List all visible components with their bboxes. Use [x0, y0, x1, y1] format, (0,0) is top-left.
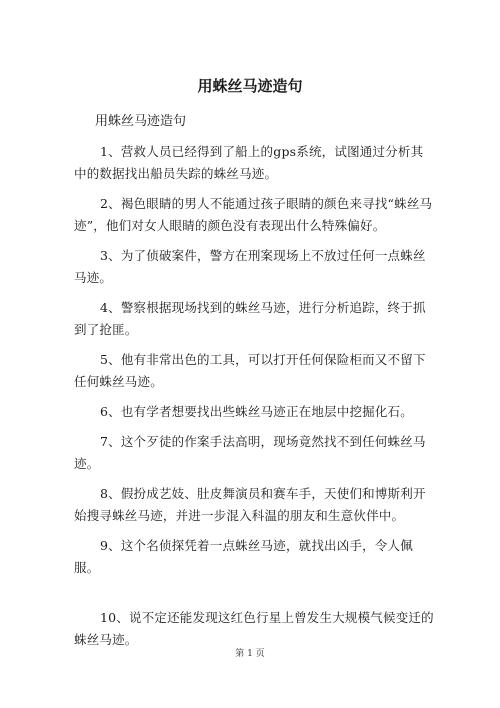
sentence-item: 8、假扮成艺妓、肚皮舞演员和赛车手，天使们和博斯利开始搜寻蛛丝马迹，并进一步混入科温的朋友和生意伙伴中。 [74, 486, 426, 523]
sentence-item: 4、警察根据现场找到的蛛丝马迹，进行分析追踪，终于抓到了抢匪。 [74, 300, 426, 337]
sentence-item: 6、也有学者想要找出些蛛丝马迹正在地层中挖掘化石。 [100, 404, 413, 419]
document-subtitle: 用蛛丝马迹造句 [95, 114, 187, 129]
sentence-item: 1、营救人员已经得到了船上的gps系统，试图通过分析其中的数据找出船员失踪的蛛丝马迹。 [74, 144, 424, 181]
sentence-item: 10、说不定还能发现这红色行星上曾发生大规模气候变迁的蛛丝马迹。 [74, 610, 434, 647]
sentence-item: 3、为了侦破案件，警方在刑案现场上不放过任何一点蛛丝马迹。 [74, 248, 426, 285]
sentence-item: 7、这个歹徒的作案手法高明，现场竟然找不到任何蛛丝马迹。 [74, 434, 426, 471]
sentence-item: 2、褐色眼睛的男人不能通过孩子眼睛的颜色来寻找“蛛丝马迹”，他们对女人眼睛的颜色没有表现出什么特殊偏好。 [74, 196, 433, 233]
sentence-list [74, 141, 434, 659]
sentence-item: 9、这个名侦探凭着一点蛛丝马迹，就找出凶手，令人佩服。 [74, 538, 413, 575]
document-title: 用蛛丝马迹造句 [197, 77, 303, 95]
sentence-item: 5、他有非常出色的工具，可以打开任何保险柜而又不留下任何蛛丝马迹。 [74, 352, 426, 389]
page-number: 第 1 页 [235, 649, 265, 659]
